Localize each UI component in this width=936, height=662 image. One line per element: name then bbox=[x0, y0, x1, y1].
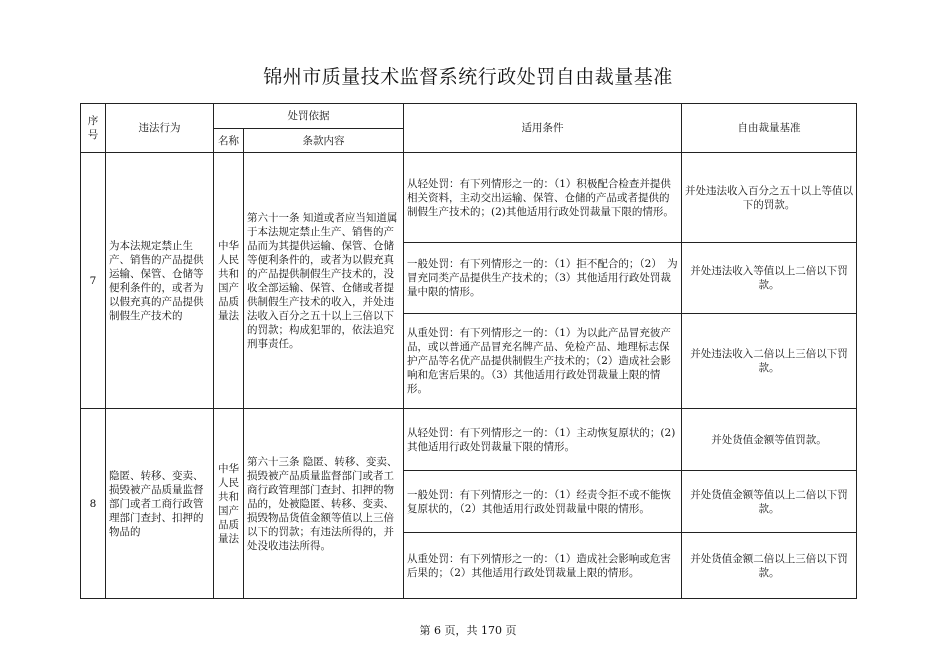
header-name: 名称 bbox=[214, 129, 244, 153]
table-row bbox=[81, 409, 857, 471]
condition-general: 一般处罚：有下列情形之一的：（1）经责令拒不或不能恢复原状的，（2）其他适用行政处罚裁量中限的情形。 bbox=[404, 471, 682, 533]
header-standard: 自由裁量基准 bbox=[682, 104, 857, 153]
penalty-table bbox=[80, 103, 857, 599]
standard-lenient: 并处货值金额等值罚款。 bbox=[682, 409, 857, 471]
standard-lenient: 并处违法收入百分之五十以上等值以下的罚款。 bbox=[682, 153, 857, 243]
condition-lenient: 从轻处罚：有下列情形之一的：（1）主动恢复原状的；(2)其他适用行政处罚裁量下限的情形。 bbox=[404, 409, 682, 471]
standard-general: 并处货值金额等值以上二倍以下罚款。 bbox=[682, 471, 857, 533]
header-clause: 条款内容 bbox=[244, 129, 404, 153]
page-number: 第 6 页，共 170 页 bbox=[419, 624, 517, 637]
violation-text: 为本法规定禁止生产、销售的产品提供运输、保管、仓储等便利条件的，或者为以假充真的产品提供制假生产技术的 bbox=[106, 153, 214, 409]
standard-general: 并处违法收入等值以上二倍以下罚款。 bbox=[682, 243, 857, 314]
header-seq: 序号 bbox=[81, 104, 106, 153]
page-title: 锦州市质量技术监督系统行政处罚自由裁量基准 bbox=[263, 66, 673, 88]
header-violation: 违法行为 bbox=[106, 104, 214, 153]
header-conditions: 适用条件 bbox=[404, 104, 682, 153]
condition-lenient: 从轻处罚：有下列情形之一的：（1）积极配合检查并提供相关资料，主动交出运输、保管、仓储的产品或者提供的制假生产技术的；(2)其他适用行政处罚裁量下限的情形。 bbox=[404, 153, 682, 243]
law-name: 中华人民共和国产品质量法 bbox=[214, 409, 244, 599]
clause-text: 第六十三条 隐匿、转移、变卖、损毁被产品质量监督部门或者工商行政管理部门查封、扣押的物品的，处被隐匿、转移、变卖、损毁物品货值金额等值以上三倍以下的罚款；有违法所得的，并处没收违法所得。 bbox=[244, 409, 404, 599]
standard-severe: 并处违法收入二倍以上三倍以下罚款。 bbox=[682, 314, 857, 409]
condition-severe: 从重处罚：有下列情形之一的：（1）造成社会影响或危害后果的；（2）其他适用行政处罚裁量上限的情形。 bbox=[404, 533, 682, 599]
header-basis: 处罚依据 bbox=[214, 104, 404, 129]
row-seq: 8 bbox=[81, 409, 106, 599]
law-name: 中华人民共和国产品质量法 bbox=[214, 153, 244, 409]
row-seq: 7 bbox=[81, 153, 106, 409]
standard-severe: 并处货值金额二倍以上三倍以下罚款。 bbox=[682, 533, 857, 599]
condition-general: 一般处罚：有下列情形之一的：（1）拒不配合的；（2） 为冒充同类产品提供生产技术的；（3）其他适用行政处罚裁量中限的情形。 bbox=[404, 243, 682, 314]
violation-text: 隐匿、转移、变卖、损毁被产品质量监督部门或者工商行政管理部门查封、扣押的物品的 bbox=[106, 409, 214, 599]
clause-text: 第六十一条 知道或者应当知道属于本法规定禁止生产、销售的产品而为其提供运输、保管、仓储等便利条件的，或者为以假充真的产品提供制假生产技术的，没收全部运输、保管、仓储或者提供制假生产技术的收入，并处违法收入百分之五十以上三倍以下的罚款；构成犯罪的，依法追究刑事责任。 bbox=[244, 153, 404, 409]
condition-severe: 从重处罚：有下列情形之一的：（1）为以此产品冒充彼产品，或以普通产品冒充名牌产品、免检产品、地理标志保护产品等名优产品提供制假生产技术的；（2）造成社会影响和危害后果的。（3）其他适用行政处罚裁量上限的情形。 bbox=[404, 314, 682, 409]
table-row bbox=[81, 153, 857, 243]
